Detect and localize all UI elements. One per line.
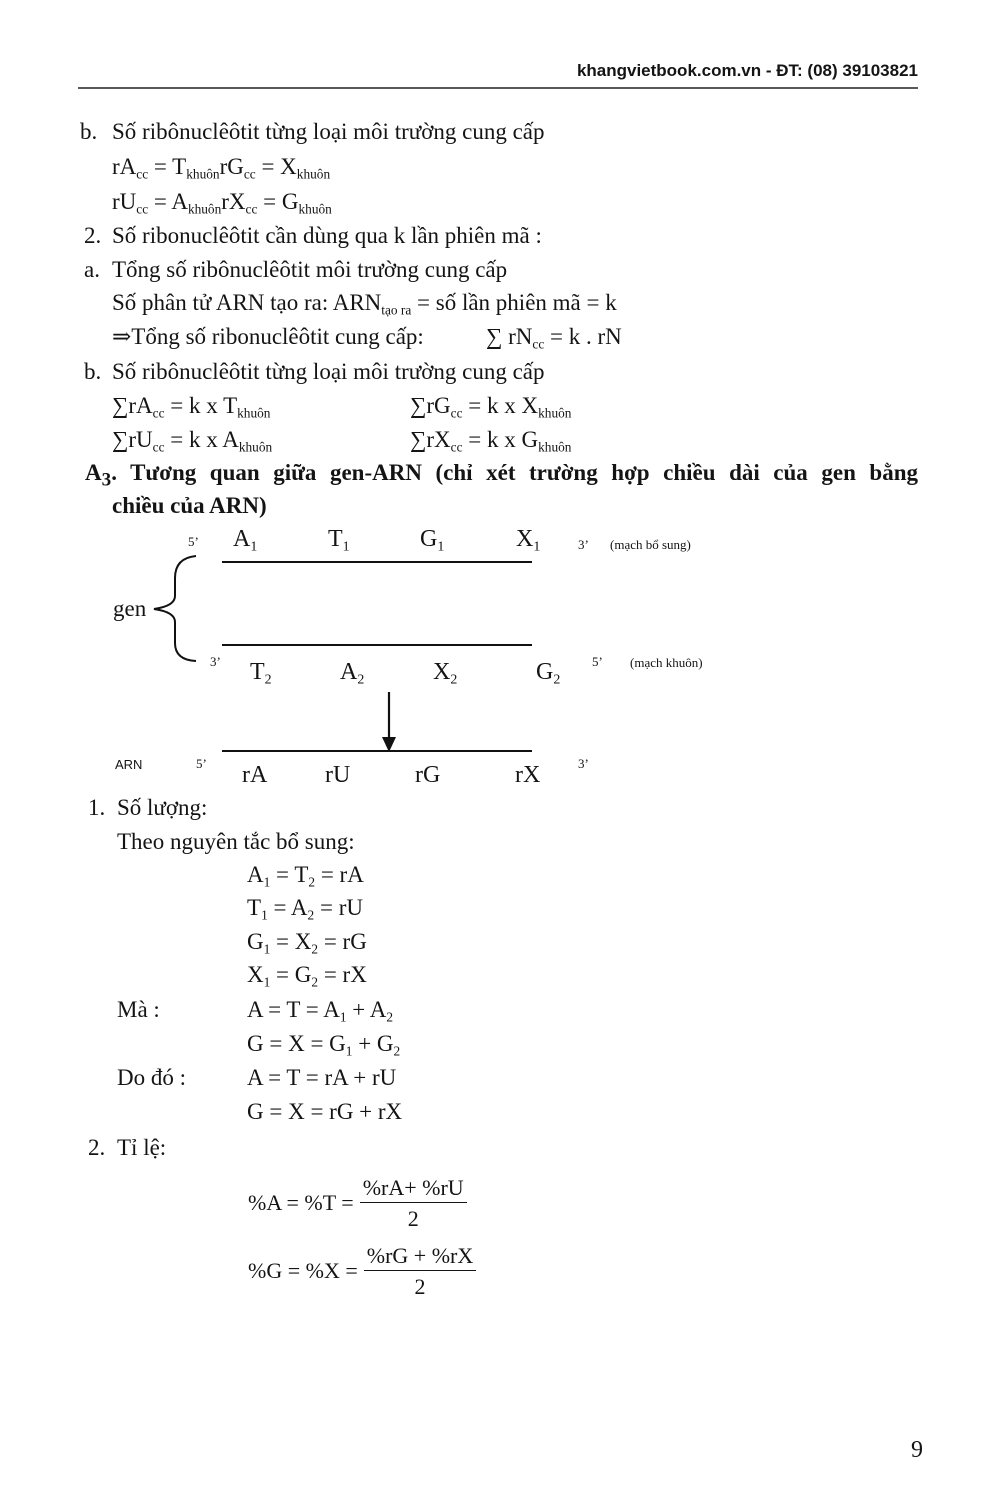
subscript: khuôn [298,201,332,217]
ratio-formula [248,1174,467,1232]
text-run: = A [267,895,308,920]
strand-end-label: 5’ [592,654,603,669]
subscript: khuôn [538,439,572,455]
text-run: Số phân tử ARN tạo ra: ARN [112,290,382,315]
subscript: tạo ra [381,302,412,318]
subscript: 2 [386,1009,393,1025]
rna-base-label: rU [325,762,351,788]
list-marker: b. [84,359,102,384]
subscript: 2 [307,907,315,923]
subscript: 2 [311,941,319,957]
subscript: 1 [263,874,271,890]
equation [112,426,272,454]
fraction-denominator: 2 [407,1206,419,1231]
strand-note: (mạch bổ sung) [610,537,691,552]
subscript: 1 [339,1009,347,1025]
text-run: G = X = G [247,1031,346,1056]
list-marker: 2. [88,1135,106,1160]
text-run: A = T = A [247,997,340,1022]
equation [112,153,330,181]
fraction [360,1174,467,1232]
strand-end-label: 5’ [196,756,207,771]
text-run: = k x A [164,427,239,452]
section-heading-continued: chiều của ARN) [112,493,267,518]
equation [112,392,270,420]
strand-note: (mạch khuôn) [630,655,703,670]
equation: G = X = rG + rX [247,1099,403,1124]
gene-brace [154,556,196,661]
text-run: = k . rN [544,324,622,349]
text-run: = k x X [462,393,539,418]
equation [247,961,367,989]
list-marker: b. [80,119,98,144]
text-run: A [233,526,251,552]
item-title: Số ribônuclêôtit từng loại môi trường cung cấp [112,359,545,384]
subscript: cc [136,166,149,182]
subscript: 2 [308,874,316,890]
equation [247,928,367,956]
text-run: X [247,962,264,987]
subscript: 1 [437,539,445,555]
subscript: 1 [250,539,258,555]
subscript: khuôn [538,405,572,421]
rna-base-label: rX [515,762,541,788]
text-run: G [247,929,264,954]
text-run: = X [255,154,297,179]
fraction-numerator: %rA+ %rU [360,1174,467,1203]
equation [486,323,622,351]
text-run: = k x T [164,393,238,418]
equation [247,996,393,1024]
item-title: Số ribônuclêôtit từng loại môi trường cung cấp [112,119,545,144]
subscript: 1 [263,941,271,957]
section-heading [85,459,918,495]
subscript: cc [243,166,256,182]
text-run: = T [270,862,309,887]
rna-label: ARN [115,757,143,772]
text-run: = rG [318,929,367,954]
equation-lead-label: Do đó : [117,1065,186,1090]
list-marker: a. [84,257,100,282]
subscript: 1 [345,1043,353,1059]
coding-base-label [420,525,444,553]
paragraph-text: ⇒Tổng số ribonuclêôtit cung cấp: [112,324,424,349]
text-run: rA [112,154,137,179]
subscript: 2 [264,672,272,688]
text-run: ∑rU [112,427,153,452]
subscript: cc [152,439,165,455]
text-run: = T [148,154,187,179]
text-run: T [250,659,265,685]
strand-end-label: 3’ [210,654,221,669]
text-run: = số lần phiên mã = k [411,290,617,315]
subscript: 1 [533,539,541,555]
text-run: G [420,526,438,552]
text-run: + A [346,997,387,1022]
text-run: = rX [318,962,367,987]
text-run: A [340,659,358,685]
text-run: X [433,659,451,685]
text-run: = X [270,929,312,954]
page-number: 9 [911,1437,923,1463]
subscript: khuôn [238,439,273,455]
item-title: Tỉ lệ: [117,1135,167,1160]
list-marker: 2. [84,223,102,248]
equation [112,188,332,216]
equation [112,289,617,317]
rna-base-label: rG [415,762,441,788]
coding-base-label [233,525,257,553]
subscript: 2 [357,672,365,688]
list-marker: 1. [88,795,106,820]
strand-end-label: 5’ [188,534,199,549]
equation [247,894,363,922]
subscript: khuôn [187,201,222,217]
subscript: 1 [263,974,271,990]
equation: A = T = rA + rU [247,1065,397,1090]
transcription-arrow-head [382,737,396,752]
subscript: khuôn [237,405,271,421]
strand-end-label: 3’ [578,537,589,552]
text-run: A [247,862,264,887]
text-run: rX [221,189,246,214]
item-title: Số lượng: [117,795,208,820]
template-base-label [536,658,560,686]
item-title: Tổng số ribônuclêôtit môi trường cung cấp [112,257,508,282]
subscript: cc [532,336,545,352]
text-run: = k x G [462,427,539,452]
text-run: + G [352,1031,394,1056]
equation [247,861,364,889]
text-run: rG [219,154,244,179]
formula-lhs: %A = %T = [248,1190,354,1215]
text-run: = G [270,962,312,987]
equation-lead-label: Mà : [117,997,160,1022]
fraction [364,1242,477,1300]
fraction-denominator: 2 [414,1274,426,1299]
publisher-contact: khangvietbook.com.vn - ĐT: (08) 39103821 [576,61,918,80]
text-run: ∑ rN [486,324,533,349]
subscript: 2 [311,974,319,990]
text-run: . Tương quan giữa gen-ARN (chỉ xét trường hợp chiều dài của gen bằng [111,460,918,485]
subscript: cc [450,405,463,421]
text-run: rU [112,189,137,214]
subscript: 1 [261,907,268,923]
text-run: = A [148,189,188,214]
text-run: T [247,895,262,920]
equation [410,426,571,454]
subscript: 2 [450,672,458,688]
paragraph-text: Theo nguyên tắc bổ sung: [117,829,355,854]
template-base-label [250,658,272,686]
template-base-label [340,658,364,686]
template-base-label [433,658,457,686]
text-run: = rU [314,895,363,920]
text-run: = G [257,189,299,214]
equation [410,392,571,420]
text-run: ∑rA [112,393,153,418]
subscript: 2 [393,1043,401,1059]
subscript: khuôn [186,166,220,182]
subscript: cc [152,405,165,421]
text-run: ∑rX [410,427,451,452]
text-run: A [85,460,102,485]
coding-base-label [516,525,540,553]
fraction-numerator: %rG + %rX [364,1242,477,1271]
ratio-formula [248,1242,476,1300]
item-title: Số ribonuclêôtit cần dùng qua k lần phiên mã : [112,223,542,248]
formula-lhs: %G = %X = [248,1258,358,1283]
text-run: T [328,526,343,552]
equation [247,1030,400,1058]
subscript: cc [136,201,149,217]
subscript: 3 [101,469,112,491]
text-run: G [536,659,554,685]
subscript: cc [450,439,463,455]
gene-label: gen [113,596,147,621]
subscript: 1 [342,539,350,555]
rna-base-label: rA [242,762,268,788]
coding-base-label [328,525,350,553]
strand-end-label: 3’ [578,756,589,771]
text-run: ∑rG [410,393,451,418]
subscript: 2 [553,672,561,688]
text-run: X [516,526,534,552]
text-run: = rA [315,862,364,887]
subscript: khuôn [296,166,331,182]
subscript: cc [245,201,258,217]
